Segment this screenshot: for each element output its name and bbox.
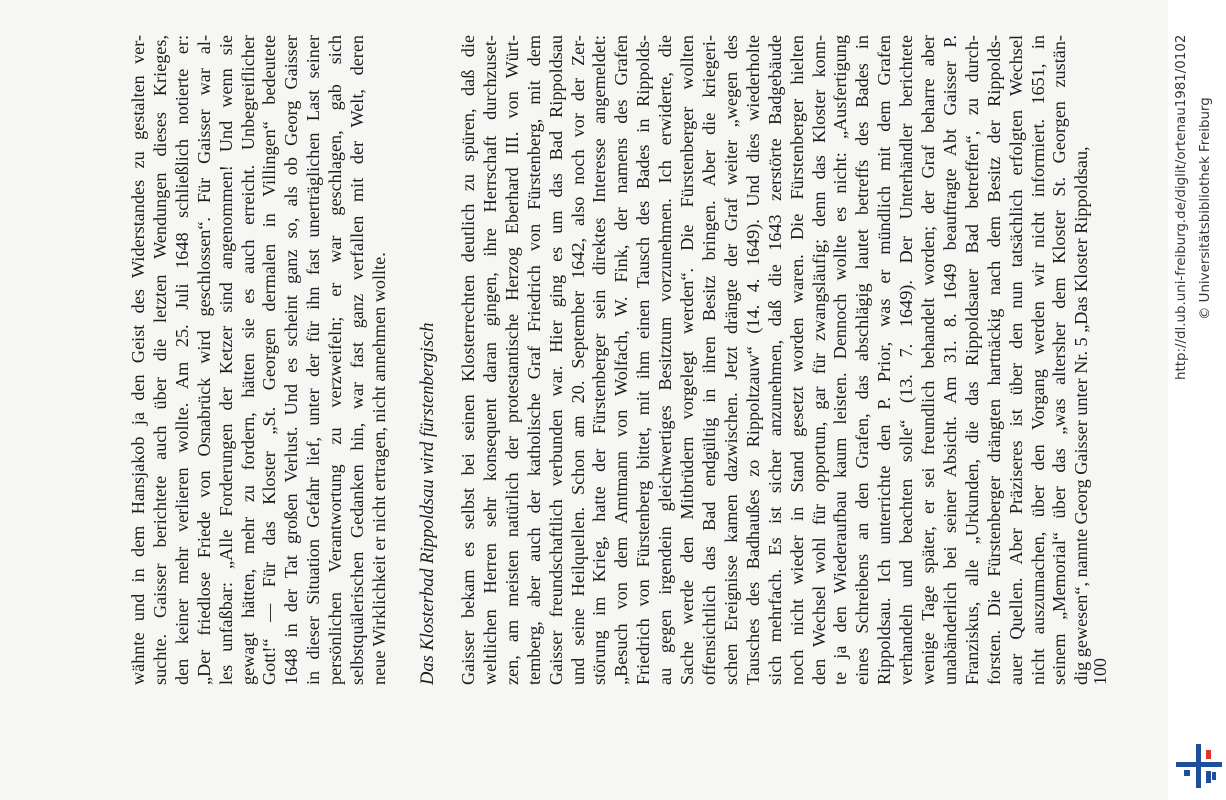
text-line: Tausches des Badhaußes zo Rippoltzauw“ (14. 4. 1649). Und dies wiederholte — [742, 35, 763, 685]
text-line: und seine Heilquellen. Schon am 20. September 1642, also noch vor der Zer- — [567, 35, 588, 685]
page-number: 100 — [1090, 658, 1110, 685]
text-line: störung im Krieg, hatte der Fürstenberger sein direktes Interesse angemeldet: — [589, 35, 610, 685]
paragraph-1 — [128, 35, 391, 685]
copyright-notice: © Universitätsbibliothek Freiburg — [1198, 97, 1213, 320]
text-line: zen, am meisten natürlich der protestantische Herzog Eberhard III. von Würt- — [501, 35, 522, 685]
text-line: te ja den Wiederaufbau kaum leisten. Dennoch wollte es nicht: „Ausfertigung — [830, 35, 851, 685]
text-line: wenige Tage später, er sei freundlich behandelt worden; der Graf beharre aber — [918, 35, 939, 685]
text-line: seinem „Memorial“ über das „was altersher dem Kloster St. Georgen zustän- — [1049, 35, 1070, 685]
text-line: schen Ereignisse kamen dazwischen. Jetzt drängte der Graf weiter „wegen des — [720, 35, 741, 685]
text-line: forsten. Die Fürstenberger drängten hartnäckig nach dem Besitz der Rippolds- — [983, 35, 1004, 685]
text-line: Gaisser bekam es selbst bei seinen Klosterrechten deutlich zu spüren, daß die — [458, 35, 478, 685]
text-line: les unfaßbar: „Alle Forderungen der Ketzer sind angenommen! Und wenn sie — [215, 35, 236, 685]
paragraph-2 — [458, 35, 1093, 685]
section-heading: Das Klosterbad Rippoldsau wird fürstenbergisch — [418, 322, 438, 685]
permalink-url[interactable]: http://dl.ub.uni-freiburg.de/diglit/ortenau1981/0102 — [1174, 34, 1189, 380]
text-line: au gegen irgendein gleichwertiges Besitztum vorzunehmen. Ich erwiderte, die — [655, 35, 676, 685]
text-line: sich mehrfach. Es ist sicher anzunehmen, daß die 1643 zerstörte Badgebäude — [764, 35, 785, 685]
text-line: 1648 in der Tat großen Verlust. Und es scheint ganz so, als ob Georg Gaisser — [281, 35, 302, 685]
text-line: Franziskus, alle „Urkunden, die das Rippoldsauer Bad betreffen“, zu durch- — [961, 35, 982, 685]
sidebar-text — [1168, 0, 1226, 800]
text-line: persönlichen Verantwortung zu verzweifeln; er war geschlagen, gab sich — [325, 35, 346, 685]
text-line: offensichtlich das Bad endgültig in ihren Besitz bringen. Aber die kriegeri- — [698, 35, 719, 685]
text-line: wähnte und in dem Hansjakob ja den Geist des Widerstandes zu gestalten ver- — [128, 35, 148, 685]
text-line: „Der friedlose Friede von Osnabrück wird geschlossen“. Für Gaisser war al- — [193, 35, 214, 685]
text-line: Sache werde den Mitbrüdern vorgelegt werden“. Die Fürstenberger wollten — [677, 35, 698, 685]
text-line: Gott!“ — Für das Kloster „St. Georgen dermalen in Villingen“ bedeutete — [259, 35, 280, 685]
text-line: Friedrich von Fürstenberg bittet, mit ihm einen Tausch des Bades in Rippolds- — [633, 35, 654, 685]
text-line: Rippoldsau. Ich unterrichte den P. Prior, was er mündlich mit dem Grafen — [874, 35, 895, 685]
university-library-freiburg-logo-icon — [1176, 742, 1222, 788]
text-line: „Besuch von dem Amtmann von Wolfach, W. Fink, der namens des Grafen — [611, 35, 632, 685]
text-line: neue Wirklichkeit er nicht ertragen, nicht annehmen wollte. — [368, 252, 389, 685]
text-line: verhandeln und beachten solle“ (13. 7. 1649). Der Unterhändler berichtete — [896, 35, 917, 685]
library-sidebar — [1168, 0, 1226, 800]
text-line: eines Schreibens an den Grafen, das abschlägig lautet betreffs des Bades in — [852, 35, 873, 685]
text-line: selbstquälerischen Gedanken hin, war fast ganz verfallen mit der Welt, deren — [347, 35, 368, 685]
text-line: auer Quellen. Aber Präziseres ist über den nun tatsächlich erfolgten Wechsel — [1005, 35, 1026, 685]
text-line: weltlichen Herren sehr konsequent daran gingen, ihre Herrschaft durchzuset- — [479, 35, 500, 685]
text-line: gewagt hätten, mehr zu fordern, hätten sie es auch erreicht. Unbegreiflicher — [237, 35, 258, 685]
text-line: dig gewesen“, nannte Georg Gaisser unter Nr. 5 „Das Kloster Rippoldsau, — [1071, 146, 1092, 685]
text-line: noch nicht wieder in Stand gesetzt worden waren. Die Fürstenberger hielten — [786, 35, 807, 685]
text-line: Gaisser freundschaftlich verbunden war. Hier ging es um das Bad Rippoldsau — [545, 35, 566, 685]
text-line: den Wechsel wohl für opportun, gar für zwangsläufig; denn das Kloster konn- — [808, 35, 829, 685]
text-line: temberg, aber auch der katholische Graf Friedrich von Fürstenberg, mit dem — [523, 35, 544, 685]
text-line: unabänderlich bei seiner Absicht. Am 31. 8. 1649 beauftragte Abt Gaisser P. — [939, 35, 960, 685]
text-line: nicht auszumachen, über den Vorgang werden wir nicht informiert. 1651, in — [1027, 35, 1048, 685]
text-line: in dieser Situation Gefahr lief, unter der für ihn fast unerträglichen Last seiner — [303, 35, 324, 685]
text-line: den keiner mehr verlieren wollte. Am 25. Juli 1648 schließlich notierte er: — [171, 35, 192, 685]
text-line: suchte. Gaisser berichtete auch über die letzten Wendungen dieses Krieges, — [149, 35, 170, 685]
